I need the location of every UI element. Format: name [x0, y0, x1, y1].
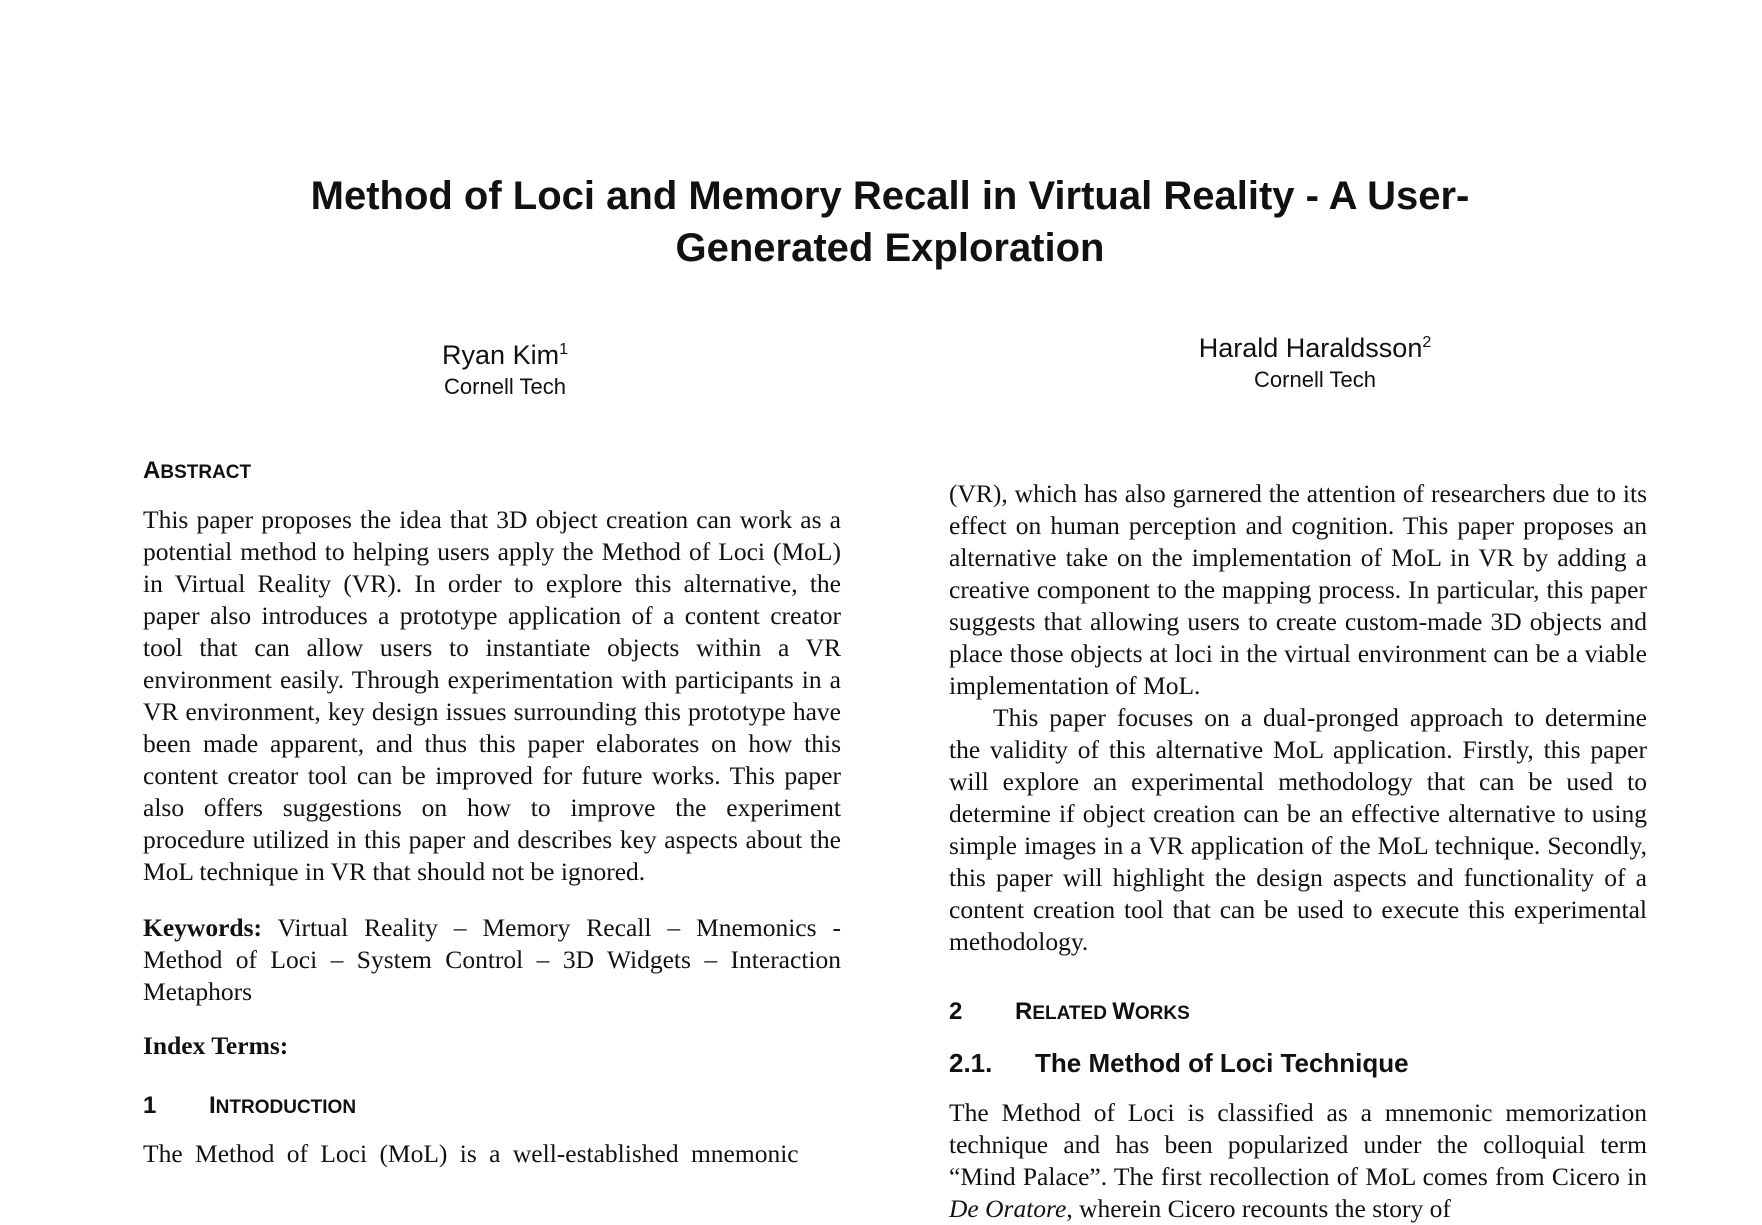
paper-title [200, 170, 1580, 274]
keywords [143, 912, 841, 1008]
abstract-text: This paper proposes the idea that 3D object creation can work as a potential method to helping users apply the Method of Loci (MoL) in Virtual Reality (VR). In order to explore this alternative, the paper also introduces a prototype application of a content creator tool that can allow users to instantiate objects within a VR environment easily. Through experimentation with participants in a VR environment, key design issues surrounding this prototype have been made apparent, and thus this paper elaborates on how this content creator tool can be improved for future works. This paper also offers suggestions on how to improve the experiment procedure utilized in this paper and describes key aspects about the MoL technique in VR that should not be ignored. [143, 505, 841, 886]
author-block-2 [1135, 326, 1495, 395]
approach-paragraph: This paper focuses on a dual-pronged approach to determine the validity of this alternative MoL application. Firstly, this paper will explore an experimental methodology that can be used to determine if object creation can be an effective alternative to using simple images in a VR application of the MoL technique. Secondly, this paper will highlight the design aspects and functionality of a content creation tool that can be used to execute this experimental methodology. [949, 703, 1647, 956]
keywords-text: Virtual Reality – Memory Recall – Mnemonics - Method of Loci – System Control – 3D Widgets – Interaction Metaphors [143, 913, 841, 1006]
related-works-heading: 2 RELATED WORKS [949, 998, 1190, 1025]
author-name: Ryan Kim$^1$ [442, 340, 568, 370]
author-superscript: 2 [1422, 334, 1432, 351]
keywords-label: Keywords: [143, 913, 262, 942]
method-of-loci-subheading [949, 1048, 1647, 1079]
introduction-heading: 1 INTRODUCTION [143, 1092, 357, 1119]
author-block-1 [405, 333, 605, 402]
title-line-2: Generated Exploration [675, 226, 1105, 270]
abstract-heading: ABSTRACT [143, 457, 252, 484]
right-column [949, 478, 1647, 1225]
introduction-text: The Method of Loci (MoL) is a well-established mnemonic [143, 1139, 799, 1168]
section-number: 2 [949, 998, 963, 1025]
left-column [143, 456, 841, 1170]
index-terms-label: Index Terms: [143, 1031, 289, 1060]
subsection-number: 2.1. [949, 1048, 993, 1078]
book-title: De Oratore [949, 1194, 1067, 1223]
intro-continued-paragraph: (VR), which has also garnered the attention of researchers due to its effect on human perception and cognition. This paper proposes an alternative take on the implementation of MoL in VR by adding a creative component to the mapping process. In particular, this paper suggests that allowing users to create custom-made 3D objects and place those objects at loci in the virtual environment can be a viable implementation of MoL. [949, 479, 1647, 700]
author-name: Harald Haraldsson$^2$ [1198, 333, 1432, 363]
author-affiliation: Cornell Tech [1254, 367, 1376, 392]
author-affiliation: Cornell Tech [444, 374, 566, 399]
method-of-loci-paragraph: The Method of Loci is classified as a mnemonic memorization technique and has been popularized under the colloquial term “Mind Palace”. The first recollection of MoL comes from Cicero in De Oratore, wherein Cicero recounts the story of [949, 1098, 1647, 1223]
author-superscript: 1 [559, 341, 568, 358]
section-number: 1 [143, 1092, 157, 1119]
subsection-title: The Method of Loci Technique [1035, 1048, 1409, 1078]
title-line-1: Method of Loci and Memory Recall in Virtual Reality - A User- [310, 174, 1470, 218]
